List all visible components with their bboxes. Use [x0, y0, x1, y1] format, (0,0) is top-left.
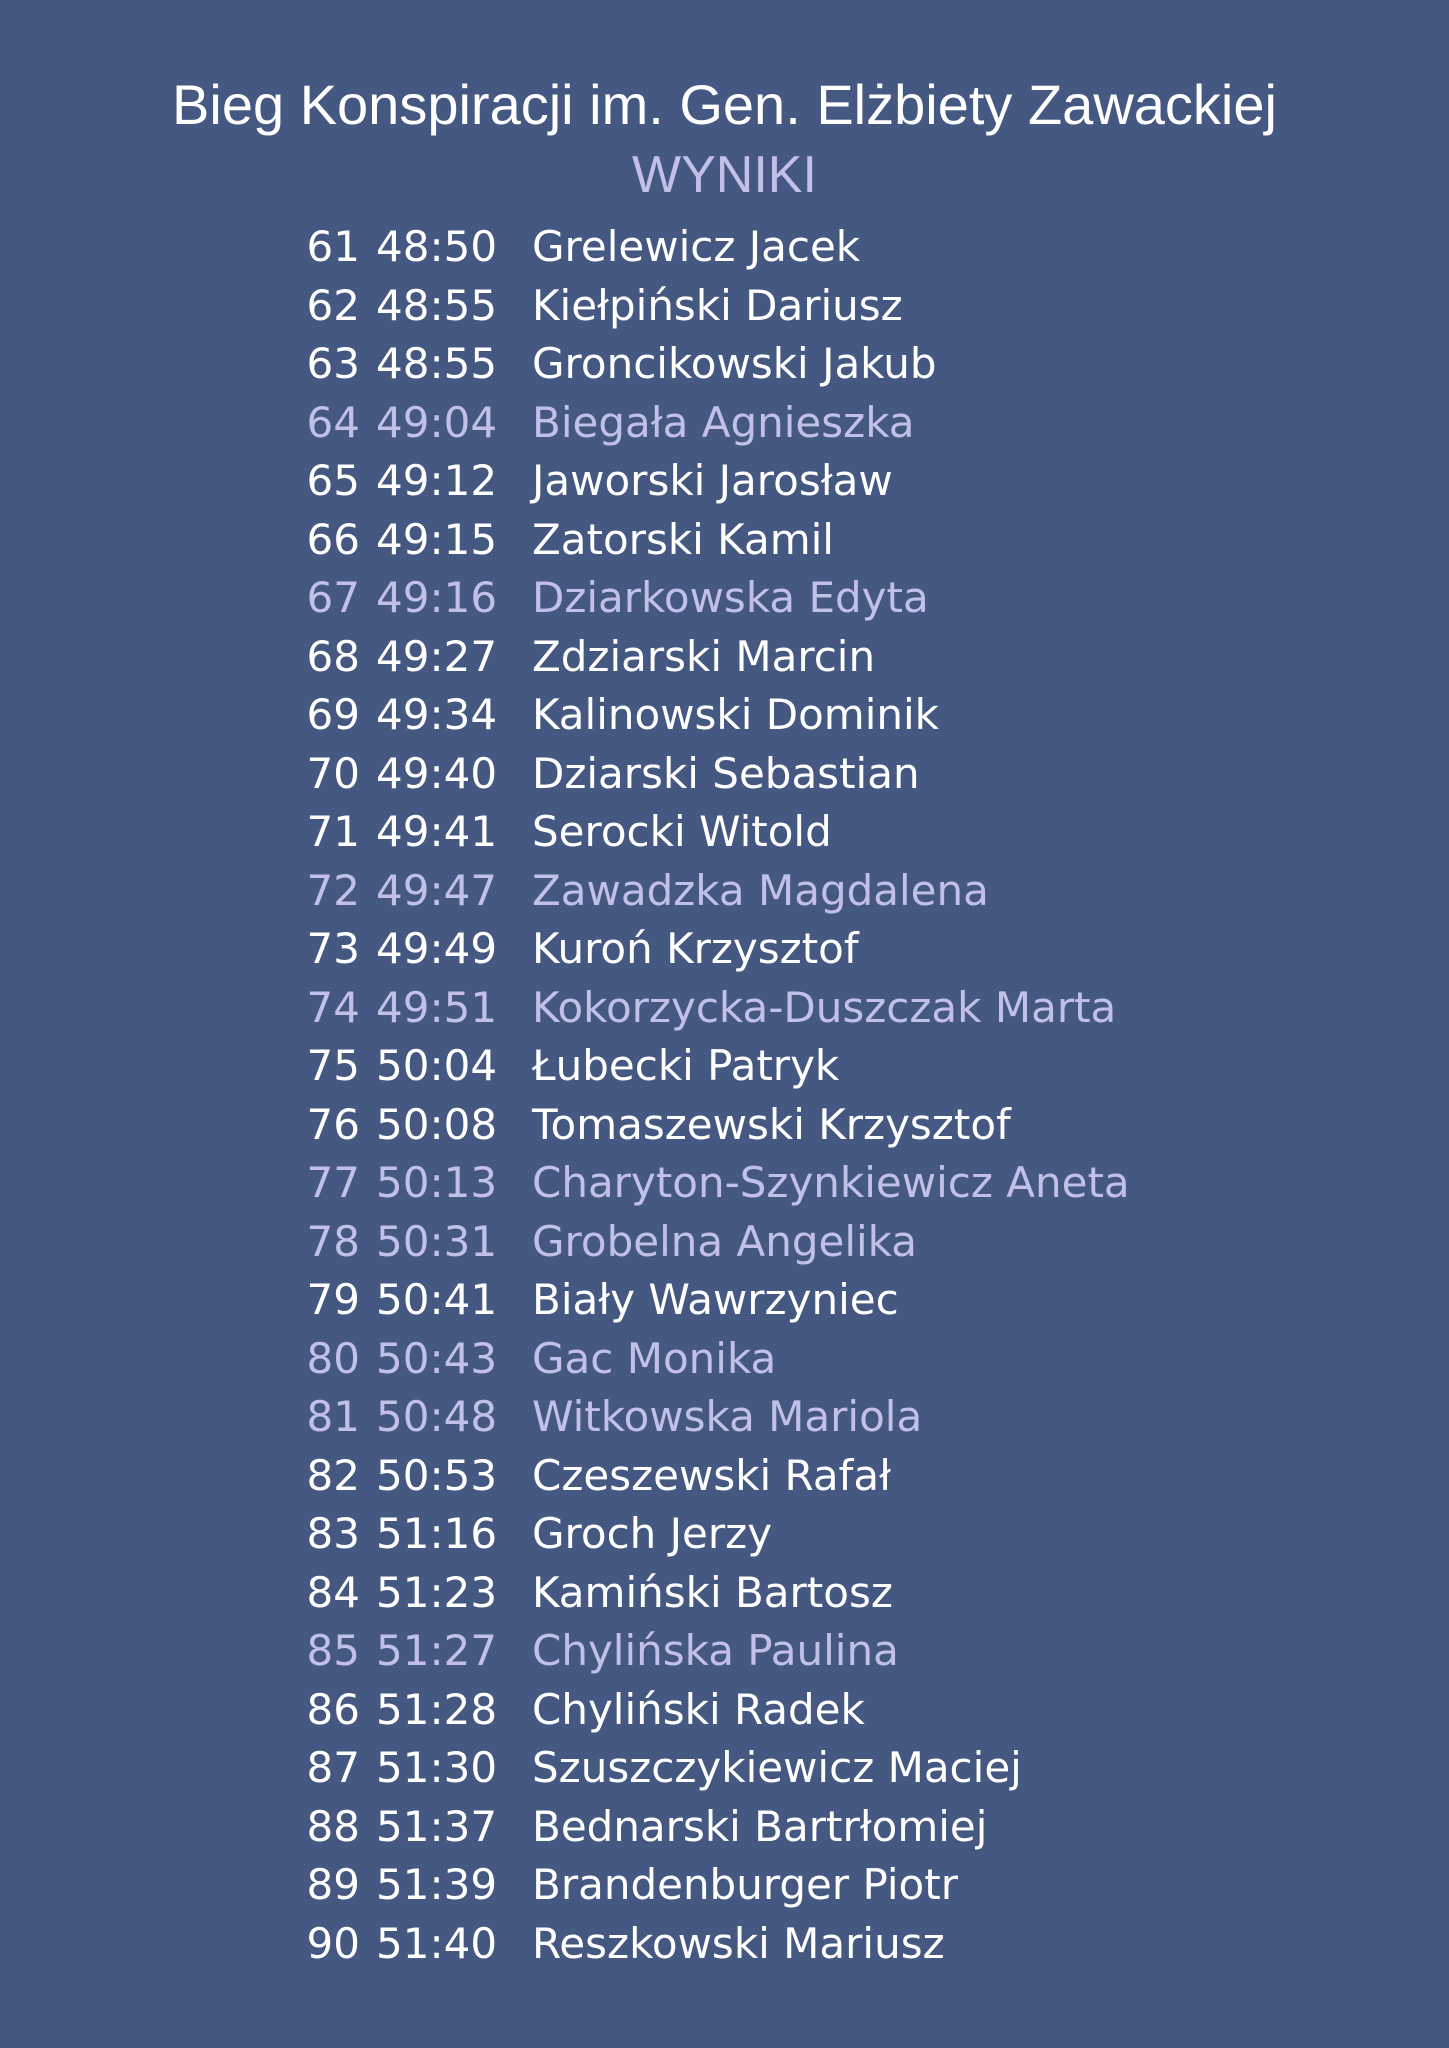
result-name: Zawadzka Magdalena — [532, 865, 989, 915]
result-time: 49:49 — [376, 924, 498, 973]
result-time: 48:55 — [376, 339, 498, 388]
result-name: Chyliński Radek — [532, 1684, 865, 1734]
result-row — [300, 979, 1300, 1038]
result-time: 49:04 — [376, 397, 498, 447]
result-place: 89 — [306, 1860, 360, 1909]
result-place: 66 — [306, 514, 360, 564]
result-place: 75 — [306, 1041, 360, 1090]
result-row — [300, 1622, 1300, 1681]
result-name: Kokorzycka-Duszczak Marta — [532, 982, 1117, 1032]
result-row — [300, 1681, 1300, 1740]
result-time: 50:48 — [376, 1392, 498, 1441]
result-row — [300, 1739, 1300, 1798]
result-name: Kamiński Bartosz — [532, 1567, 893, 1617]
result-name: Biały Wawrzyniec — [532, 1275, 899, 1324]
result-time: 50:53 — [376, 1450, 498, 1500]
result-row — [300, 920, 1300, 979]
result-time: 50:31 — [376, 1216, 498, 1266]
result-time: 50:13 — [376, 1158, 498, 1207]
result-time: 51:30 — [376, 1743, 498, 1792]
result-time: 51:40 — [376, 1918, 498, 1968]
result-time: 49:51 — [376, 982, 498, 1032]
result-time: 49:34 — [376, 690, 498, 739]
result-place: 72 — [306, 865, 360, 915]
result-name: Jaworski Jarosław — [532, 456, 893, 505]
result-row — [300, 1856, 1300, 1915]
result-row — [300, 1388, 1300, 1447]
result-time: 50:43 — [376, 1333, 498, 1383]
result-row — [300, 803, 1300, 862]
result-place: 68 — [306, 631, 360, 681]
result-row — [300, 277, 1300, 336]
result-place: 81 — [306, 1392, 360, 1441]
result-time: 48:55 — [376, 280, 498, 330]
result-row — [300, 335, 1300, 394]
result-row — [300, 1447, 1300, 1506]
result-time: 50:41 — [376, 1275, 498, 1324]
result-row — [300, 1798, 1300, 1857]
result-time: 51:16 — [376, 1509, 498, 1558]
result-name: Charyton-Szynkiewicz Aneta — [532, 1158, 1130, 1207]
result-place: 63 — [306, 339, 360, 388]
result-row — [300, 1505, 1300, 1564]
page-title: Bieg Konspiracji im. Gen. Elżbiety Zawackiej — [172, 73, 1277, 136]
result-name: Chylińska Paulina — [532, 1626, 899, 1675]
result-row — [300, 862, 1300, 921]
result-row — [300, 1271, 1300, 1330]
result-name: Łubecki Patryk — [532, 1041, 840, 1090]
result-place: 73 — [306, 924, 360, 973]
result-place: 62 — [306, 280, 360, 330]
result-name: Groncikowski Jakub — [532, 339, 937, 388]
result-name: Zdziarski Marcin — [532, 631, 876, 681]
page-subtitle: WYNIKI — [632, 146, 817, 204]
result-row — [300, 1037, 1300, 1096]
result-name: Dziarski Sebastian — [532, 748, 920, 798]
result-place: 71 — [306, 807, 360, 856]
result-row — [300, 1330, 1300, 1389]
result-name: Kalinowski Dominik — [532, 690, 939, 739]
result-place: 61 — [306, 222, 360, 271]
result-time: 48:50 — [376, 222, 498, 271]
result-time: 50:04 — [376, 1041, 498, 1090]
result-place: 88 — [306, 1801, 360, 1851]
result-row — [300, 394, 1300, 453]
result-time: 50:08 — [376, 1099, 498, 1149]
result-time: 51:37 — [376, 1801, 498, 1851]
result-name: Grobelna Angelika — [532, 1216, 917, 1266]
result-name: Szuszczykiewicz Maciej — [532, 1743, 1022, 1792]
result-time: 49:12 — [376, 456, 498, 505]
result-place: 90 — [306, 1918, 360, 1968]
result-name: Bednarski Bartrłomiej — [532, 1801, 988, 1851]
result-name: Kuroń Krzysztof — [532, 924, 859, 973]
result-time: 49:27 — [376, 631, 498, 681]
result-name: Reszkowski Mariusz — [532, 1918, 945, 1968]
result-time: 51:28 — [376, 1684, 498, 1734]
result-time: 49:40 — [376, 748, 498, 798]
result-place: 83 — [306, 1509, 360, 1558]
result-time: 49:41 — [376, 807, 498, 856]
result-name: Witkowska Mariola — [532, 1392, 923, 1441]
result-place: 70 — [306, 748, 360, 798]
result-row — [300, 511, 1300, 570]
result-place: 77 — [306, 1158, 360, 1207]
result-place: 82 — [306, 1450, 360, 1500]
result-name: Groch Jerzy — [532, 1509, 773, 1558]
result-place: 80 — [306, 1333, 360, 1383]
result-place: 79 — [306, 1275, 360, 1324]
result-place: 86 — [306, 1684, 360, 1734]
result-row — [300, 452, 1300, 511]
result-time: 49:15 — [376, 514, 498, 564]
result-time: 51:39 — [376, 1860, 498, 1909]
result-place: 87 — [306, 1743, 360, 1792]
result-place: 64 — [306, 397, 360, 447]
result-name: Czeszewski Rafał — [532, 1450, 892, 1500]
result-place: 76 — [306, 1099, 360, 1149]
result-row — [300, 628, 1300, 687]
result-name: Gac Monika — [532, 1333, 777, 1383]
result-name: Serocki Witold — [532, 807, 832, 856]
result-row — [300, 1915, 1300, 1974]
result-row — [300, 569, 1300, 628]
result-row — [300, 1154, 1300, 1213]
result-row — [300, 745, 1300, 804]
result-name: Kiełpiński Dariusz — [532, 280, 903, 330]
result-place: 84 — [306, 1567, 360, 1617]
result-place: 78 — [306, 1216, 360, 1266]
result-time: 49:16 — [376, 573, 498, 622]
result-place: 69 — [306, 690, 360, 739]
result-time: 51:27 — [376, 1626, 498, 1675]
result-place: 67 — [306, 573, 360, 622]
result-name: Grelewicz Jacek — [532, 222, 861, 271]
result-name: Tomaszewski Krzysztof — [532, 1099, 1011, 1149]
results-list — [300, 218, 1300, 1973]
result-place: 85 — [306, 1626, 360, 1675]
result-place: 65 — [306, 456, 360, 505]
result-name: Dziarkowska Edyta — [532, 573, 929, 622]
result-name: Zatorski Kamil — [532, 514, 834, 564]
result-row — [300, 1096, 1300, 1155]
result-name: Brandenburger Piotr — [532, 1860, 958, 1909]
result-row — [300, 218, 1300, 277]
result-place: 74 — [306, 982, 360, 1032]
result-name: Biegała Agnieszka — [532, 397, 915, 447]
result-row — [300, 1213, 1300, 1272]
result-row — [300, 1564, 1300, 1623]
result-time: 49:47 — [376, 865, 498, 915]
result-time: 51:23 — [376, 1567, 498, 1617]
result-row — [300, 686, 1300, 745]
